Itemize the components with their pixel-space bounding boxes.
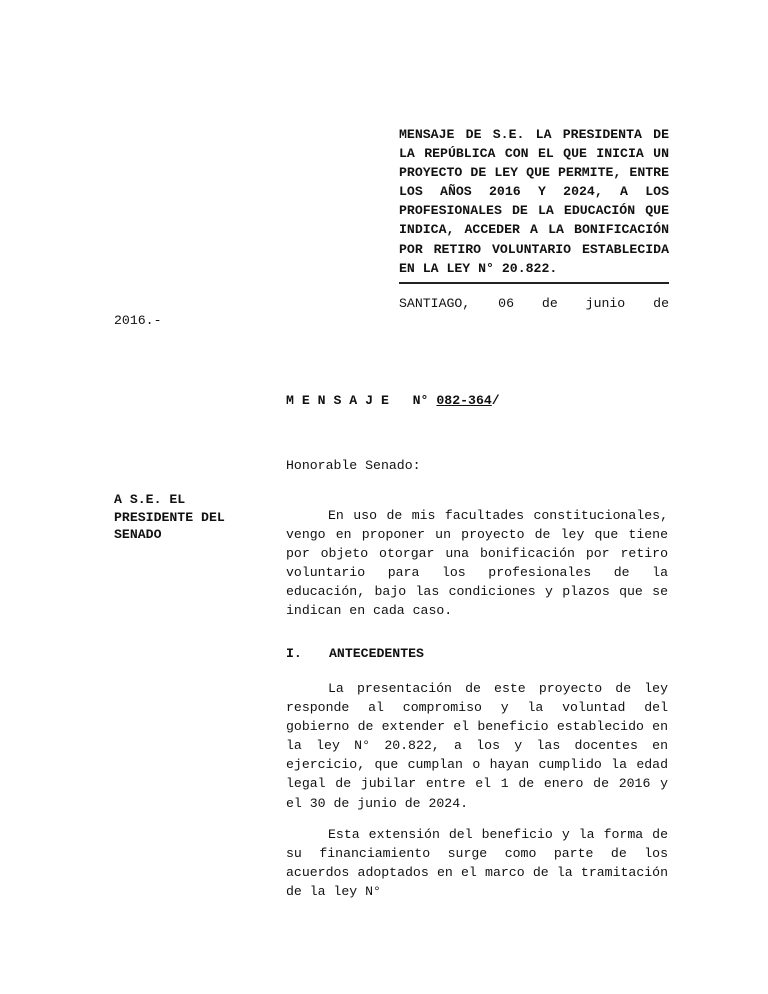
paragraph-antecedentes-2: Esta extensión del beneficio y la forma de su financiamiento surge como parte de los acuerdos adoptados en el marco de la tramitación de la ley N° <box>286 827 668 900</box>
salutation: Honorable Senado: <box>286 458 421 473</box>
date-city: SANTIAGO, <box>399 296 471 311</box>
section-number: I. <box>286 646 302 661</box>
addressee: A S.E. EL PRESIDENTE DEL SENADO <box>114 492 225 542</box>
section-title: ANTECEDENTES <box>329 646 424 661</box>
mensaje-number: 082-364 <box>436 393 492 408</box>
document-title: MENSAJE DE S.E. LA PRESIDENTA DE LA REPÚBLICA CON EL QUE INICIA UN PROYECTO DE LEY QUE PERMITE, ENTRE LOS AÑOS 2016 Y 2024, A LOS PROFESIONALES DE LA EDUCACIÓN QUE INDICA, ACCEDER A LA BONIFICACIÓN POR RETIRO VOLUNTARIO ESTABLECIDA EN LA LEY N° 20.822. <box>399 125 669 284</box>
date-de-2: de <box>653 296 669 311</box>
paragraph-antecedentes-1: La presentación de este proyecto de ley responde al compromiso y la voluntad del gobierno de extender el beneficio establecido en la ley N° 20.822, a los y las docentes en ejercicio, que cumplan o hayan cumplido la edad legal de jubilar entre el 1 de enero de 2016 y el 30 de junio de 2024. <box>286 681 668 811</box>
date-month: junio <box>585 296 626 311</box>
mensaje-number-suffix: / <box>491 393 500 408</box>
date-de-1: de <box>541 296 558 311</box>
date-year: 2016.- <box>114 313 162 328</box>
mensaje-label: M E N S A J E <box>286 393 389 408</box>
date-day: 06 <box>498 296 514 311</box>
section-heading <box>286 646 424 661</box>
mensaje-number-line <box>286 393 500 408</box>
date-line <box>399 296 669 311</box>
mensaje-number-prefix: N° <box>412 393 429 408</box>
paragraph-intro: En uso de mis facultades constitucionales, vengo en proponer un proyecto de ley que tiene por objeto otorgar una bonificación por retiro voluntario para los profesionales de la educación, bajo las condiciones y plazos que se indican en cada caso. <box>286 508 668 619</box>
